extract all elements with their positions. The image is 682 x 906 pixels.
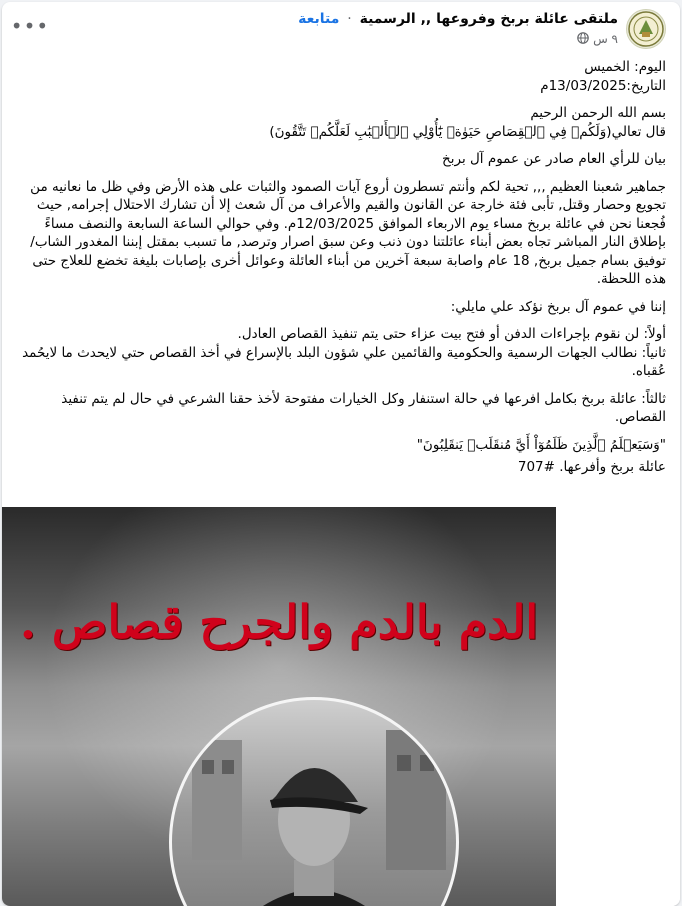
signature-hashtag[interactable]: عائلة بربخ وأفرعها. #707: [517, 459, 666, 475]
post-image[interactable]: [2, 507, 680, 906]
affirmation-intro: إننا في عموم آل بربخ نؤكد علي مايلي:: [450, 298, 666, 315]
page-avatar[interactable]: [626, 9, 666, 49]
post-meta: [573, 32, 618, 47]
more-options-button[interactable]: •••: [10, 14, 50, 38]
page-name-link[interactable]: ملتقى عائلة بربخ وفروعها ,, الرسمية: [359, 11, 618, 27]
closing-verse: "وَسَيَعۡلَمُ ٱلَّذِينَ ظَلَمُوٓاْ أَيَّ مُنقَلَبٖ يَنقَلِبُونَ": [416, 436, 666, 453]
post-date: التاريخ:13/03/2025م: [540, 77, 666, 94]
photo-caption-text: الدم بالدم والجرح قصاص .: [19, 595, 539, 649]
post-time[interactable]: ٩ س: [593, 32, 618, 46]
page-name-line: [298, 11, 618, 27]
statement-paragraph: جماهير شعبنا العظيم ,,, تحية لكم وأنتم تسطرون أروع آيات الصمود والثبات على هذه الأرض وفي ظل ما نعانيه من تجويع وحصار وقتل, تأبى فئة خارجة عن القانون والقيم والأعراف من آل شعث إلا أن تشارك الاحتلال إجرامه, حيث فُجعنا نحن في عائلة بربخ مساء يوم الاربعاء الموافق 12/03/2025م. وفي حوالي الساعة السابعة والنصف مساءً بإطلاق النار المباشر تجاه بعض أبناء عائلتنا دون ذنب وعن سبق اصرار وترصد, ما تسبب بمقتل إبننا المغدور الشاب/ توفيق بسام جميل بربخ, 18 عام واصابة سبعة آخرين من أبناء العائلة وعوائل أخرى بإصابات بليغة تخضع للعلاج حتى هذه اللحظة.: [30, 178, 666, 287]
basmala: بسم الله الرحمن الرحيم: [530, 105, 666, 121]
follow-button[interactable]: متابعة: [298, 11, 340, 27]
point-first: أولاً: لن نقوم بإجراءات الدفن أو فتح بيت عزاء حتى يتم تنفيذ القصاص العادل.: [237, 326, 666, 342]
quran-verse: قال تعالي(وَلَكُمۡ فِي ٱلۡقِصَاصِ حَيَوٰةٞ يَٰٓأُوْلِي ٱلۡأَلۡبَٰبِ لَعَلَّكُمۡ تَتَّقُونَ): [269, 123, 666, 140]
post-body: [16, 58, 666, 486]
point-third: ثالثاً: عائلة بربخ بكامل افرعها في حالة استنفار وكل الخيارات مفتوحة لأخذ حقنا الشرعي في حال لم يتم تنفيذ القصاص.: [61, 390, 666, 425]
point-second: ثانياً: نطالب الجهات الرسمية والحكومية والقائمين علي شؤون البلد بالإسراع في أخذ القصاص حتي لايحدث ما لايحُمد عُقباه.: [22, 344, 666, 379]
statement-heading: بيان للرأي العام صادر عن عموم آل بربخ: [442, 151, 666, 167]
portrait-figure: [172, 700, 456, 906]
post-card: [2, 2, 680, 906]
portrait-circle: [169, 697, 459, 906]
post-day: اليوم: الخميس: [584, 59, 666, 75]
family-logo-icon: [627, 10, 665, 48]
memorial-photo[interactable]: [2, 507, 556, 906]
globe-icon: [577, 32, 589, 47]
post-header: [2, 2, 680, 54]
name-separator: ·: [347, 11, 352, 27]
